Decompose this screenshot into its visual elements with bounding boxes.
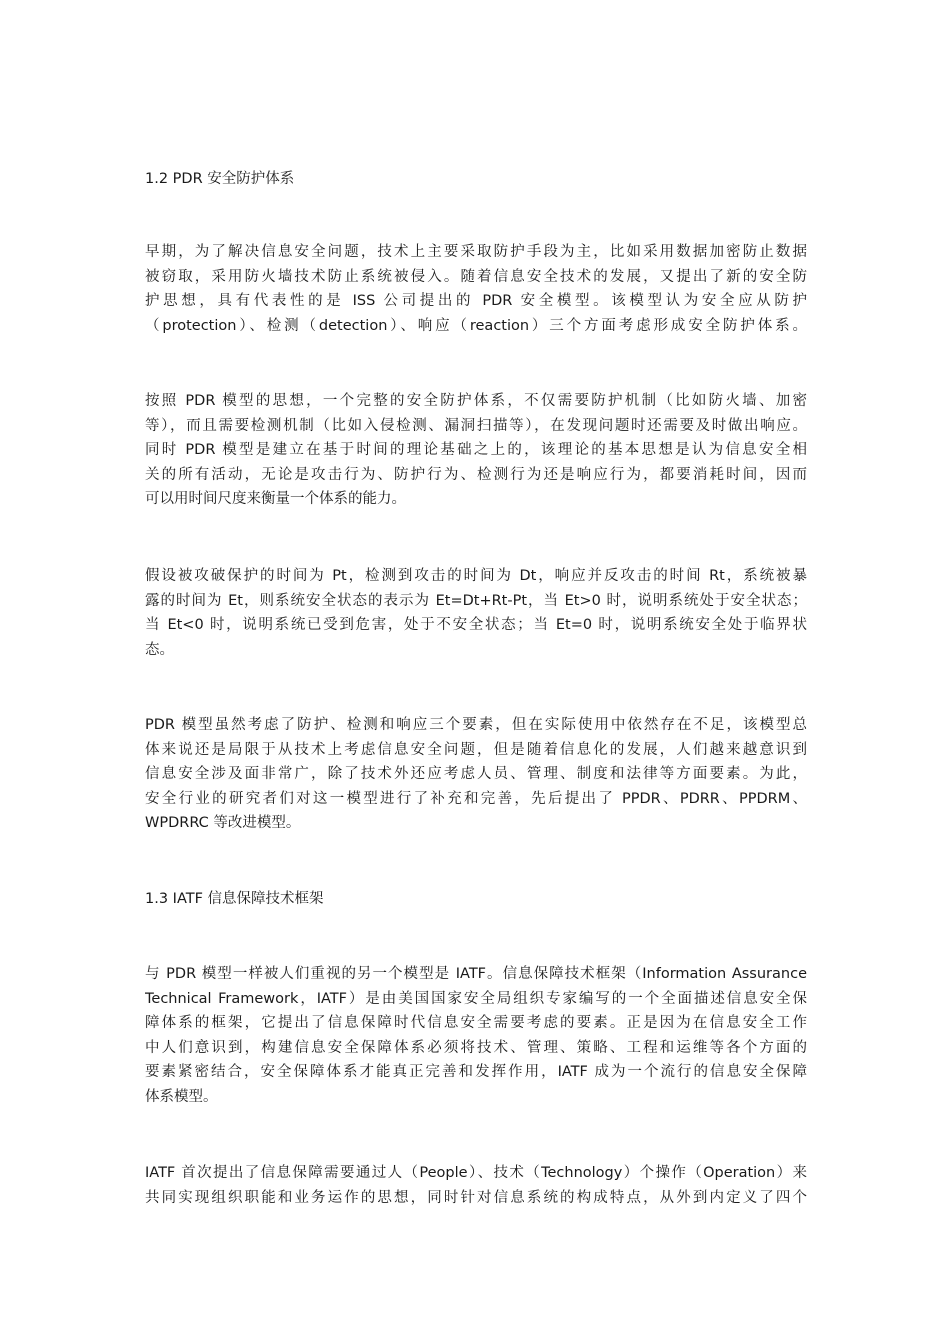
paragraph-iatf-people-technology [145, 1161, 807, 1210]
text-line: 同时 PDR 模型是建立在基于时间的理论基础之上的，该理论的基本思想是认为信息安全相 [145, 442, 807, 458]
paragraph-pdr-time [145, 564, 807, 662]
text-line: 可以用时间尺度来衡量一个体系的能力。 [145, 491, 406, 507]
section-heading-iatf: 1.3 IATF 信息保障技术框架 [145, 891, 324, 907]
text-line: 安全行业的研究者们对这一模型进行了补充和完善，先后提出了 PPDR、PDRR、PPDRM、 [145, 790, 807, 807]
text-line: PDR 模型虽然考虑了防护、检测和响应三个要素，但在实际使用中依然存在不足，该模型总 [145, 717, 807, 733]
text-line: 中人们意识到，构建信息安全保障体系必须将技术、管理、策略、工程和运维等各个方面的 [145, 1039, 807, 1056]
paragraph-pdr-intro [145, 240, 807, 338]
text-line: 被窃取，采用防火墙技术防止系统被侵入。随着信息安全技术的发展，又提出了新的安全防 [145, 268, 807, 285]
text-line: 障体系的框架，它提出了信息保障时代信息安全需要考虑的要素。正是因为在信息安全工作 [145, 1015, 807, 1031]
text-line: 护思想，具有代表性的是 ISS 公司提出的 PDR 安全模型。该模型认为安全应从防护 [145, 293, 807, 309]
text-line: （protection）、检测（detection）、响应（reaction）三个方面考虑形成安全防护体系。 [145, 317, 807, 334]
text-line: 体系模型。 [145, 1088, 218, 1105]
text-line: WPDRRC 等改进模型。 [145, 815, 301, 831]
text-line: IATF 首次提出了信息保障需要通过人（People）、技术（Technology）个操作（Operation）来 [145, 1165, 807, 1181]
text-line: 假设被攻破保护的时间为 Pt，检测到攻击的时间为 Dt，响应并反攻击的时间 Rt，系统被暴 [145, 568, 807, 584]
paragraph-iatf-intro [145, 962, 807, 1109]
text-line: Technical Framework，IATF）是由美国国家安全局组织专家编写的一个全面描述信息安全保 [145, 990, 807, 1007]
text-line: 关的所有活动，无论是攻击行为、防护行为、检测行为还是响应行为，都要消耗时间，因而 [145, 466, 807, 483]
section-heading-pdr: 1.2 PDR 安全防护体系 [145, 171, 295, 187]
text-line: 等），而且需要检测机制（比如入侵检测、漏洞扫描等），在发现问题时还需要及时做出响应。 [145, 417, 807, 434]
text-line: 体来说还是局限于从技术上考虑信息安全问题，但是随着信息化的发展，人们越来越意识到 [145, 741, 807, 758]
text-line: 露的时间为 Et，则系统安全状态的表示为 Et=Dt+Rt-Pt，当 Et>0 时，说明系统处于安全状态； [145, 592, 807, 609]
text-line: 早期，为了解决信息安全问题，技术上主要采取防护手段为主，比如采用数据加密防止数据 [145, 244, 807, 260]
text-line: 信息安全涉及面非常广，除了技术外还应考虑人员、管理、制度和法律等方面要素。为此， [145, 766, 807, 782]
text-line: 与 PDR 模型一样被人们重视的另一个模型是 IATF。信息保障技术框架（Information Assurance [145, 966, 807, 982]
paragraph-pdr-mechanism [145, 389, 807, 512]
paragraph-pdr-limits [145, 713, 807, 836]
text-line: 共同实现组织职能和业务运作的思想，同时针对信息系统的构成特点，从外到内定义了四个 [145, 1189, 807, 1206]
text-line: 按照 PDR 模型的思想，一个完整的安全防护体系，不仅需要防护机制（比如防火墙、加密 [145, 393, 807, 409]
text-line: 要素紧密结合，安全保障体系才能真正完善和发挥作用，IATF 成为一个流行的信息安全保障 [145, 1064, 807, 1080]
text-line: 当 Et<0 时，说明系统已受到危害，处于不安全状态；当 Et=0 时，说明系统安全处于临界状 [145, 617, 807, 633]
text-line: 态。 [145, 641, 174, 658]
